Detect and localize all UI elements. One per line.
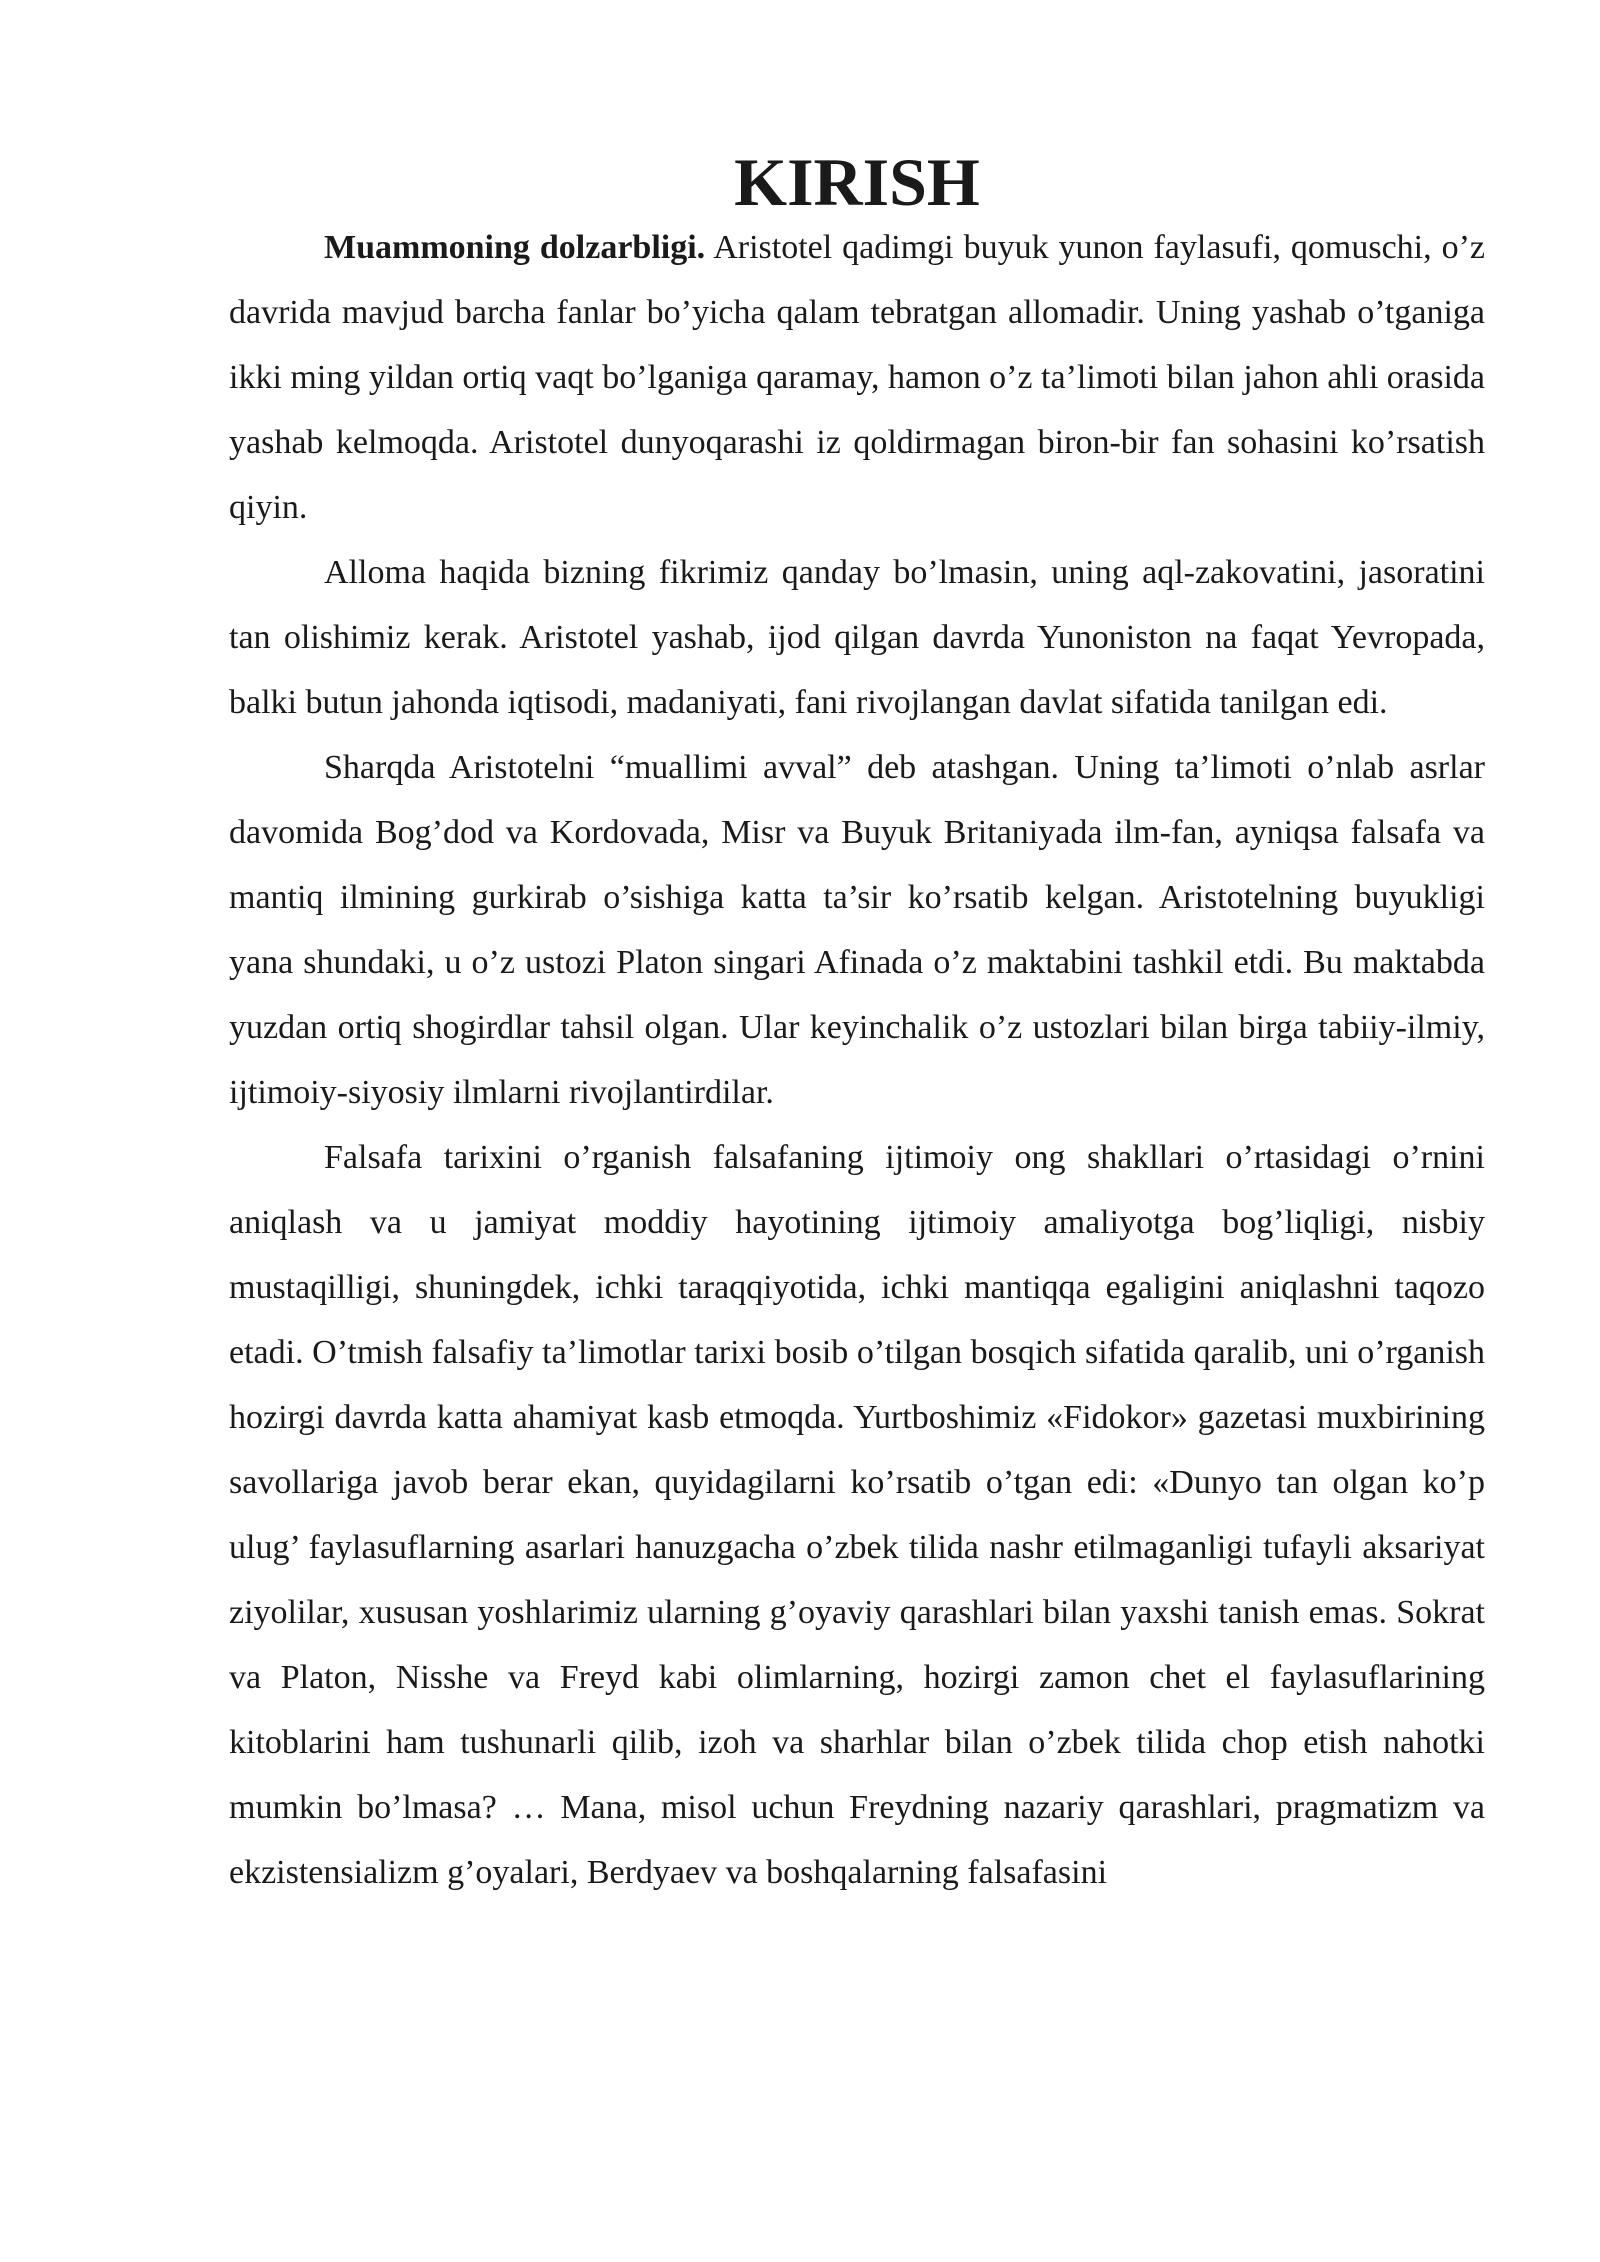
paragraph-relevance [229,215,1485,540]
paragraph-lead: Muammoning dolzarbligi. [324,229,706,266]
paragraph-text: Alloma haqida bizning fikrimiz qanday bo’lmasin, uning aql-zakovatini, jasoratini tan olishimiz kerak. Aristotel yashab, ijod qilgan davrda Yunoniston na faqat Yevropada, balki butun jahonda iqtisodi, madaniyati, fani rivojlangan davlat sifatida tanilgan edi. [229,554,1485,721]
paragraph-text: Falsafa tarixini o’rganish falsafaning ijtimoiy ong shakllari o’rtasidagi o’rnini aniqlash va u jamiyat moddiy hayotining ijtimoiy amaliyotga bog’liqligi, nisbiy mustaqilligi, shuningdek, ichki taraqqiyotida, ichki mantiqqa egaligini aniqlashni taqozo etadi. O’tmish falsafiy ta’limotlar tarixi bosib o’tilgan bosqich sifatida qaralib, uni o’rganish hozirgi davrda katta ahamiyat kasb etmoqda. Yurtboshimiz «Fidokor» gazetasi muxbirining savollariga javob berar ekan, quyidagilarni ko’rsatib o’tgan edi: «Dunyo tan olgan ko’p ulug’ faylasuflarning asarlari hanuzgacha o’zbek tilida nashr etilmaganligi tufayli aksariyat ziyolilar, xususan yoshlarimiz ularning g’oyaviy qarashlari bilan yaxshi tanish emas. Sokrat va Platon, Nisshe va Freyd kabi olimlarning, hozirgi zamon chet el faylasuflarining kitoblarini ham tushunarli qilib, izoh va sharhlar bilan o’zbek tilida chop etish nahotki mumkin bo’lmasa? … Mana, misol uchun Freydning nazariy qarashlari, pragmatizm va ekzistensializm g’oyalari, Berdyaev va boshqalarning falsafasini [229,1139,1485,1891]
page-title: KIRISH [734,144,980,220]
paragraph-falsafa-tarixi [229,1125,1485,1905]
paragraph-text: Sharqda Aristotelni “muallimi avval” deb atashgan. Uning ta’limoti o’nlab asrlar davomida Bog’dod va Kordovada, Misr va Buyuk Britaniyada ilm-fan, ayniqsa falsafa va mantiq ilmining gurkirab o’sishiga katta ta’sir ko’rsatib kelgan. Aristotelning buyukligi yana shundaki, u o’z ustozi Platon singari Afinada o’z maktabini tashkil etdi. Bu maktabda yuzdan ortiq shogirdlar tahsil olgan. Ular keyinchalik o’z ustozlari bilan birga tabiiy-ilmiy, ijtimoiy-siyosiy ilmlarni rivojlantirdilar. [229,749,1485,1111]
document-body [229,144,1485,1905]
paragraph-alloma [229,540,1485,735]
paragraph-sharq [229,735,1485,1125]
paragraph-text: Aristotel qadimgi buyuk yunon faylasufi, qomuschi, o’z davrida mavjud barcha fanlar bo’yicha qalam tebratgan allomadir. Uning yashab o’tganiga ikki ming yildan ortiq vaqt bo’lganiga qaramay, hamon o’z ta’limoti bilan jahon ahli orasida yashab kelmoqda. Aristotel dunyoqarashi iz qoldirmagan biron-bir fan sohasini ko’rsatish qiyin. [229,229,1485,526]
